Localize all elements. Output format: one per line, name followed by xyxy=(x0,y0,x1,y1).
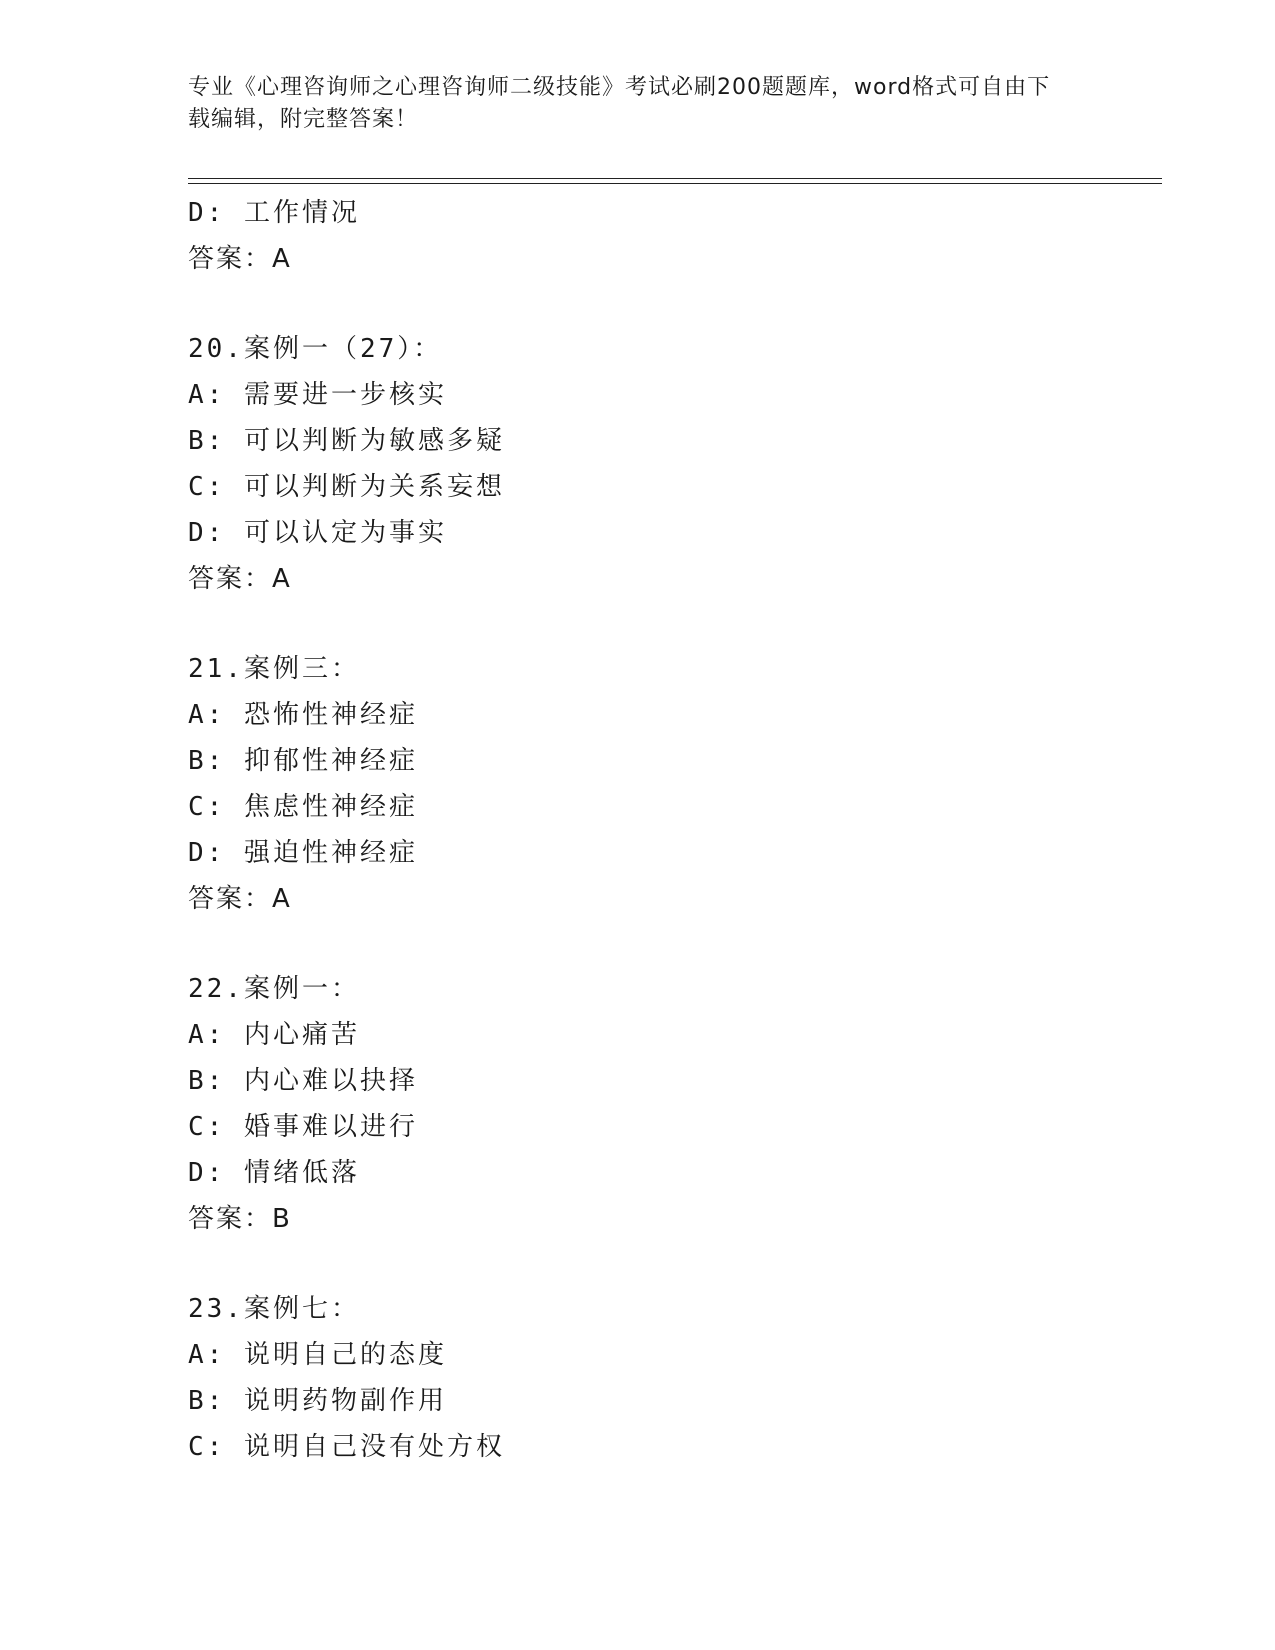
header-divider-top xyxy=(188,178,1162,179)
option-b: B: 内心难以抉择 xyxy=(188,1066,418,1096)
header-divider-bottom xyxy=(188,183,1162,184)
answer-line: 答案：A xyxy=(188,564,292,594)
question-block xyxy=(188,966,1162,1242)
option-d: D: 可以认定为事实 xyxy=(188,518,447,548)
option-c: C: 婚事难以进行 xyxy=(188,1112,418,1142)
question-block xyxy=(188,646,1162,922)
document-header: 专业《心理咨询师之心理咨询师二级技能》考试必刷200题题库，word格式可自由下载编辑，附完整答案！ xyxy=(188,75,1051,132)
option-b: B: 抑郁性神经症 xyxy=(188,746,418,776)
answer-line: 答案：B xyxy=(188,1204,292,1234)
spacer xyxy=(188,602,1162,646)
option-d: D: 情绪低落 xyxy=(188,1158,360,1188)
spacer xyxy=(188,1242,1162,1286)
option-b: B: 说明药物副作用 xyxy=(188,1386,447,1416)
answer-line: 答案：A xyxy=(188,244,292,274)
option-d: D: 工作情况 xyxy=(188,198,360,228)
question-block xyxy=(188,1286,1162,1470)
question-list xyxy=(188,190,1162,1470)
option-d: D: 强迫性神经症 xyxy=(188,838,418,868)
option-a: A: 需要进一步核实 xyxy=(188,380,447,410)
option-a: A: 恐怖性神经症 xyxy=(188,700,418,730)
spacer xyxy=(188,922,1162,966)
option-a: A: 说明自己的态度 xyxy=(188,1340,447,1370)
option-b: B: 可以判断为敏感多疑 xyxy=(188,426,505,456)
option-c: C: 可以判断为关系妄想 xyxy=(188,472,505,502)
question-stem: 21.案例三： xyxy=(188,654,360,684)
option-a: A: 内心痛苦 xyxy=(188,1020,360,1050)
question-stem: 20.案例一（27）： xyxy=(188,334,443,364)
question-stem: 23.案例七： xyxy=(188,1294,360,1324)
option-c: C: 焦虑性神经症 xyxy=(188,792,418,822)
question-stem: 22.案例一： xyxy=(188,974,360,1004)
question-block xyxy=(188,326,1162,602)
answer-line: 答案：A xyxy=(188,884,292,914)
option-c: C: 说明自己没有处方权 xyxy=(188,1432,505,1462)
spacer xyxy=(188,282,1162,326)
